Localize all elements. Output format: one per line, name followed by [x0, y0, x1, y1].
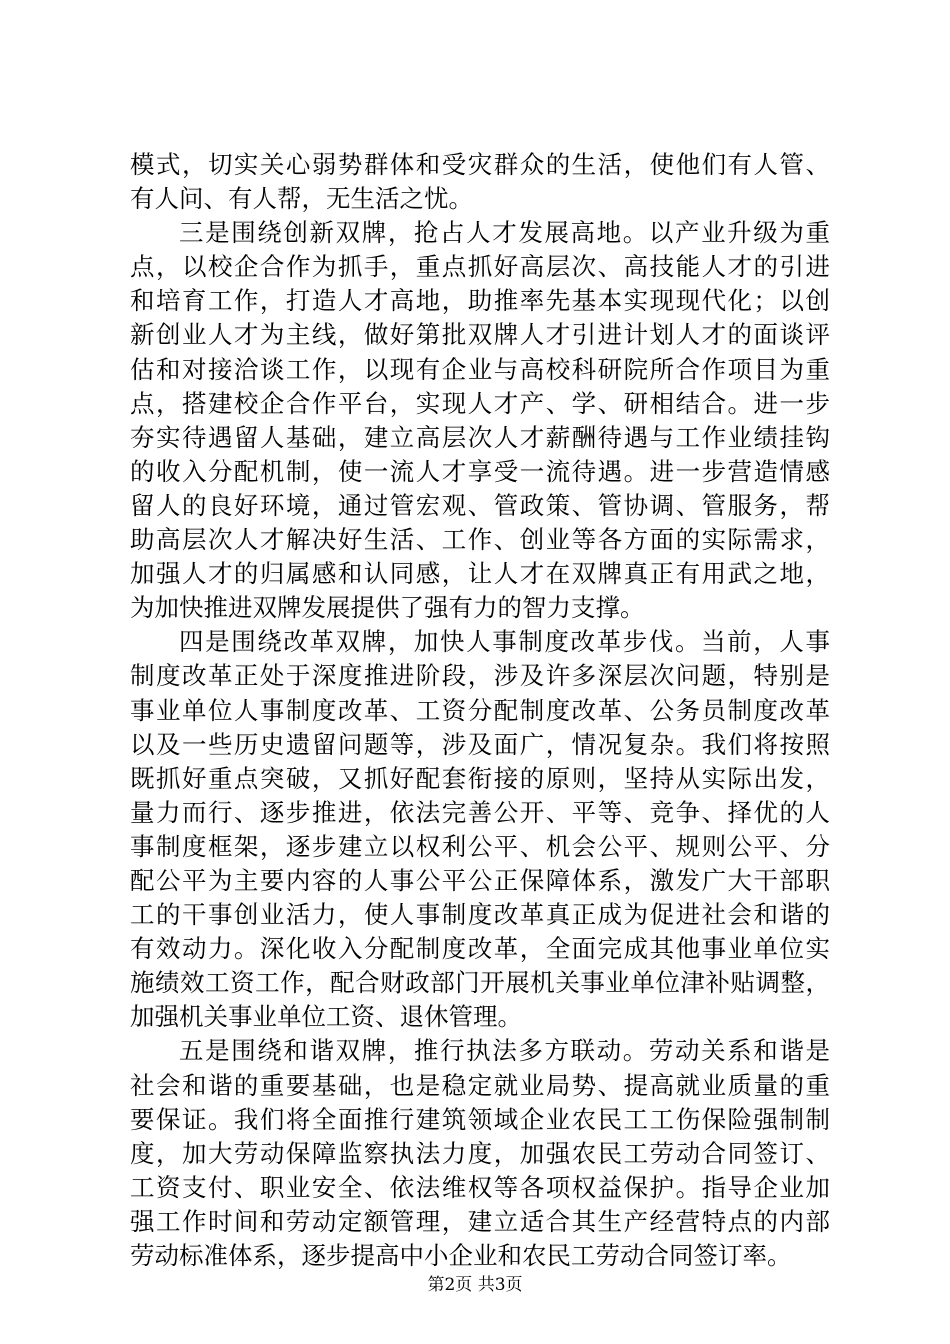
- body-text: [130, 148, 830, 1273]
- text-line: 工资支付、职业安全、依法维权等各项权益保护。指导企业加: [130, 1172, 830, 1202]
- text-line: 社会和谐的重要基础，也是稳定就业局势、提高就业质量的重: [130, 1070, 830, 1100]
- text-line: 制度改革正处于深度推进阶段，涉及许多深层次问题，特别是: [130, 661, 830, 691]
- text-line: 三是围绕创新双牌，抢占人才发展高地。以产业升级为重: [179, 218, 830, 248]
- text-line: 量力而行、逐步推进，依法完善公开、平等、竞争、择优的人: [130, 797, 830, 827]
- text-line: 留人的良好环境，通过管宏观、管政策、管协调、管服务，帮: [130, 490, 830, 520]
- text-line: 和培育工作，打造人才高地，助推率先基本实现现代化；以创: [130, 286, 830, 316]
- text-line: 强工作时间和劳动定额管理，建立适合其生产经营特点的内部: [130, 1206, 830, 1236]
- text-line: 有人问、有人帮，无生活之忧。: [130, 184, 473, 214]
- text-line: 要保证。我们将全面推行建筑领域企业农民工工伤保险强制制: [130, 1104, 830, 1134]
- text-line: 五是围绕和谐双牌，推行执法多方联动。劳动关系和谐是: [179, 1036, 830, 1066]
- text-line: 新创业人才为主线，做好第批双牌人才引进计划人才的面谈评: [130, 320, 830, 350]
- text-line: 劳动标准体系，逐步提高中小企业和农民工劳动合同签订率。: [130, 1241, 792, 1270]
- text-line: 事业单位人事制度改革、工资分配制度改革、公务员制度改革: [130, 695, 830, 725]
- text-line: 既抓好重点突破，又抓好配套衔接的原则，坚持从实际出发，: [130, 763, 830, 793]
- text-line: 事制度框架，逐步建立以权利公平、机会公平、规则公平、分: [130, 831, 830, 861]
- text-line: 为加快推进双牌发展提供了强有力的智力支撑。: [130, 593, 645, 623]
- page-number-footer: 第2页 共3页: [427, 1275, 523, 1295]
- text-line: 施绩效工资工作，配合财政部门开展机关事业单位津补贴调整，: [130, 968, 830, 998]
- text-line: 助高层次人才解决好生活、工作、创业等各方面的实际需求，: [130, 525, 830, 555]
- text-line: 估和对接洽谈工作，以现有企业与高校科研院所合作项目为重: [130, 354, 830, 384]
- text-line: 度，加大劳动保障监察执法力度，加强农民工劳动合同签订、: [130, 1138, 830, 1168]
- text-line: 的收入分配机制，使一流人才享受一流待遇。进一步营造情感: [130, 456, 830, 486]
- text-line: 工的干事创业活力，使人事制度改革真正成为促进社会和谐的: [130, 900, 830, 930]
- text-line: 四是围绕改革双牌，加快人事制度改革步伐。当前，人事: [179, 627, 830, 657]
- text-line: 模式，切实关心弱势群体和受灾群众的生活，使他们有人管、: [130, 150, 830, 179]
- text-line: 点，搭建校企合作平台，实现人才产、学、研相结合。进一步: [130, 388, 830, 418]
- text-line: 夯实待遇留人基础，建立高层次人才薪酬待遇与工作业绩挂钩: [130, 422, 830, 452]
- text-line: 加强机关事业单位工资、退休管理。: [130, 1002, 522, 1032]
- text-line: 点，以校企合作为抓手，重点抓好高层次、高技能人才的引进: [130, 252, 830, 282]
- text-line: 加强人才的归属感和认同感，让人才在双牌真正有用武之地，: [130, 559, 830, 589]
- text-line: 以及一些历史遗留问题等，涉及面广，情况复杂。我们将按照: [130, 729, 830, 759]
- text-line: 有效动力。深化收入分配制度改革，全面完成其他事业单位实: [130, 934, 830, 964]
- text-line: 配公平为主要内容的人事公平公正保障体系，激发广大干部职: [130, 865, 830, 895]
